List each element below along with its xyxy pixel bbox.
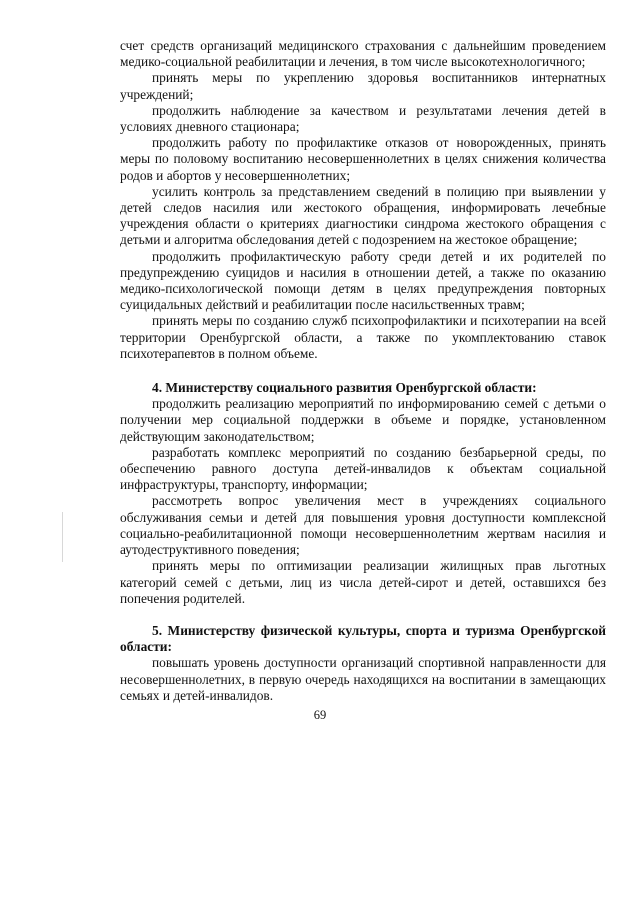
page-number: 69 <box>313 708 327 722</box>
paragraph: продолжить реализацию мероприятий по информированию семей с детьми о получении мер социальной поддержки в объеме и порядке, установленном действующим законодательством; <box>120 396 606 444</box>
paragraph: принять меры по созданию служб психопрофилактики и психотерапии на всей территории Оренбургской области, а также по укомплектованию ставок психотерапевтов в полном объеме. <box>120 313 606 361</box>
scan-margin-mark <box>62 512 63 562</box>
paragraph: разработать комплекс мероприятий по созданию безбарьерной среды, по обеспечению равного доступа детей-инвалидов к объектам социальной инфраструктуры, транспорту, информации; <box>120 444 606 493</box>
paragraph: счет средств организаций медицинского страхования с дальнейшим проведением медико-социальной реабилитации и лечения, в том числе высокотехнологичного; <box>120 38 606 70</box>
paragraph: принять меры по оптимизации реализации жилищных прав льготных категорий семей с детьми, лиц из числа детей-сирот и детей, оставшихся без попечения родителей. <box>120 558 606 606</box>
paragraph: продолжить наблюдение за качеством и результатами лечения детей в условиях дневного стационара; <box>120 102 606 135</box>
paragraph: продолжить профилактическую работу среди детей и их родителей по предупреждению суицидов и насилия в отношении детей, а также по оказанию медико-психологической помощи детям в целях предупреждения повторных суицидальных действий и реабилитации после насильственных травм; <box>120 248 606 313</box>
paragraph: продолжить работу по профилактике отказов от новорожденных, принять меры по половому воспитанию несовершеннолетних в целях снижения количества родов и абортов у несовершеннолетних; <box>120 135 606 183</box>
paragraph: рассмотреть вопрос увеличения мест в учреждениях социального обслуживания семьи и детей для повышения уровня доступности комплексной социально-реабилитационной помощи несовершеннолетним жертвам насилия и аутодеструктивного поведения; <box>120 493 606 558</box>
paragraph: усилить контроль за представлением сведений в полицию при выявлении у детей следов насилия или жестокого обращения, информировать лечебные учреждения области о критериях диагностики синдрома жестокого обращения с детьми и алгоритма обследования детей с подозрением на жестокое обращение; <box>120 183 606 248</box>
document-body <box>120 38 606 704</box>
section-heading-4: 4. Министерству социального развития Оренбургской области: <box>152 380 537 396</box>
paragraph: повышать уровень доступности организаций спортивной направленности для несовершеннолетних, в первую очередь находящихся на воспитании в замещающих семьях и детей-инвалидов. <box>120 655 606 703</box>
paragraph: принять меры по укреплению здоровья воспитанников интернатных учреждений; <box>120 70 606 102</box>
section-heading-5: 5. Министерству физической культуры, спорта и туризма Оренбургской области: <box>120 622 606 655</box>
